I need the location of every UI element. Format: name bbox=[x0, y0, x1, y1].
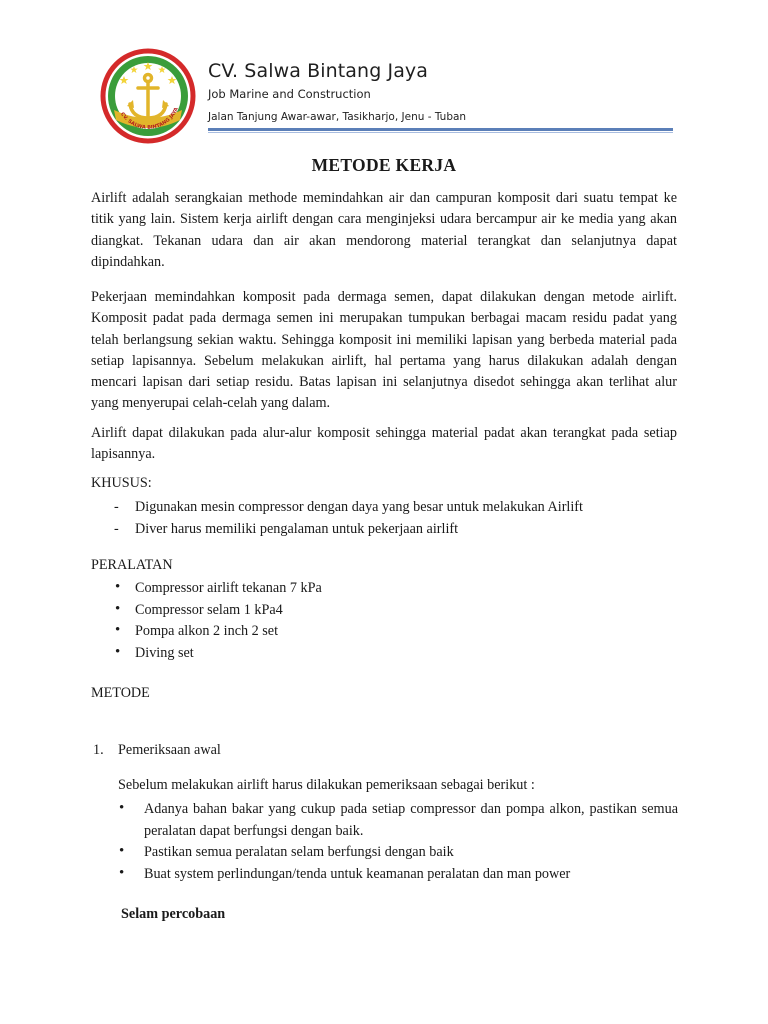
list-item bbox=[91, 621, 681, 643]
pemeriksaan-list bbox=[118, 799, 678, 885]
list-item-text: Adanya bahan bakar yang cukup pada setiap compressor dan pompa alkon, pastikan semua peralatan dapat berfungsi dengan baik. bbox=[144, 801, 678, 839]
sub-heading-selam-percobaan: Selam percobaan bbox=[121, 906, 226, 922]
anchor-emblem-icon bbox=[100, 48, 196, 144]
bullet-marker: • bbox=[115, 600, 121, 617]
letterhead-rule bbox=[208, 128, 673, 131]
list-item bbox=[91, 578, 681, 600]
step-number: 1. bbox=[93, 742, 104, 758]
bullet-marker: • bbox=[115, 579, 121, 595]
dash-marker: - bbox=[114, 499, 119, 515]
logo-ring-text: CV. SALWA BINTANG JAYA bbox=[119, 106, 180, 131]
list-item-text: Pastikan semua peralatan selam berfungsi dengan baik bbox=[144, 844, 454, 860]
paragraph-intro: Airlift adalah serangkaian methode memindahkan air dan campuran komposit dari suatu tempat ke titik yang lain. Sistem kerja airlift dengan cara menginjeksi udara bercampur air ke media yang akan diangkat. Tekanan udara dan air akan mendorong material terangkat dan selanjutnya dapat dipindahkan. bbox=[91, 190, 677, 270]
bullet-marker: • bbox=[119, 864, 125, 881]
step-intro: Sebelum melakukan airlift harus dilakukan pemeriksaan sebagai berikut : bbox=[118, 777, 535, 793]
list-item bbox=[91, 600, 681, 622]
list-item-text: Compressor selam 1 kPa4 bbox=[135, 601, 283, 618]
company-name: CV. Salwa Bintang Jaya bbox=[208, 60, 429, 82]
list-item bbox=[118, 799, 678, 842]
company-address: Jalan Tanjung Awar-awar, Tasikharjo, Jenu - Tuban bbox=[208, 111, 467, 123]
list-item-text: Compressor airlift tekanan 7 kPa bbox=[135, 580, 322, 596]
list-item bbox=[118, 842, 678, 864]
list-item-text: Pompa alkon 2 inch 2 set bbox=[135, 623, 279, 639]
list-item bbox=[91, 497, 681, 519]
section-heading-metode: METODE bbox=[91, 685, 150, 701]
paragraph-work-description: Pekerjaan memindahkan komposit pada dermaga semen, dapat dilakukan dengan metode airlift. Komposit padat pada dermaga semen ini merupakan tumpukan berbagai macam residu padat yang telah berlangsung sekian waktu. Sehingga komposit ini memiliki lapisan yang berbeda material pada setiap lapisannya. Sebelum melakukan airlift, hal pertama yang harus dilakukan adalah dengan mencari lapisan dari setiap residu. Batas lapisan ini selanjutnya disedot sehingga akan terlihat alur yang menyerupai celah-celah yang dalam. bbox=[91, 289, 677, 412]
dash-marker: - bbox=[114, 520, 119, 537]
list-item-text: Buat system perlindungan/tenda untuk keamanan peralatan dan man power bbox=[144, 865, 571, 882]
section-heading-khusus: KHUSUS: bbox=[91, 475, 152, 491]
section-heading-peralatan: PERALATAN bbox=[91, 557, 173, 573]
bullet-marker: • bbox=[115, 643, 121, 660]
letterhead-rule-thin bbox=[208, 132, 673, 133]
company-logo bbox=[100, 48, 196, 144]
paragraph-airlift-note: Airlift dapat dilakukan pada alur-alur komposit sehingga material padat akan terangkat pada setiap lapisannya. bbox=[91, 425, 677, 463]
bullet-marker: • bbox=[119, 843, 125, 859]
list-item-text: Digunakan mesin compressor dengan daya yang besar untuk melakukan Airlift bbox=[135, 499, 583, 515]
list-item bbox=[91, 643, 681, 665]
list-item bbox=[118, 864, 678, 886]
list-item bbox=[91, 519, 681, 541]
list-item-text: Diver harus memiliki pengalaman untuk pekerjaan airlift bbox=[135, 520, 459, 537]
khusus-list bbox=[91, 497, 681, 540]
bullet-marker: • bbox=[119, 800, 125, 816]
company-tagline: Job Marine and Construction bbox=[208, 87, 371, 101]
list-item-text: Diving set bbox=[135, 644, 194, 661]
bullet-marker: • bbox=[115, 622, 121, 638]
step-title: Pemeriksaan awal bbox=[118, 742, 221, 758]
document-title: METODE KERJA bbox=[311, 155, 457, 175]
peralatan-list bbox=[91, 578, 681, 664]
